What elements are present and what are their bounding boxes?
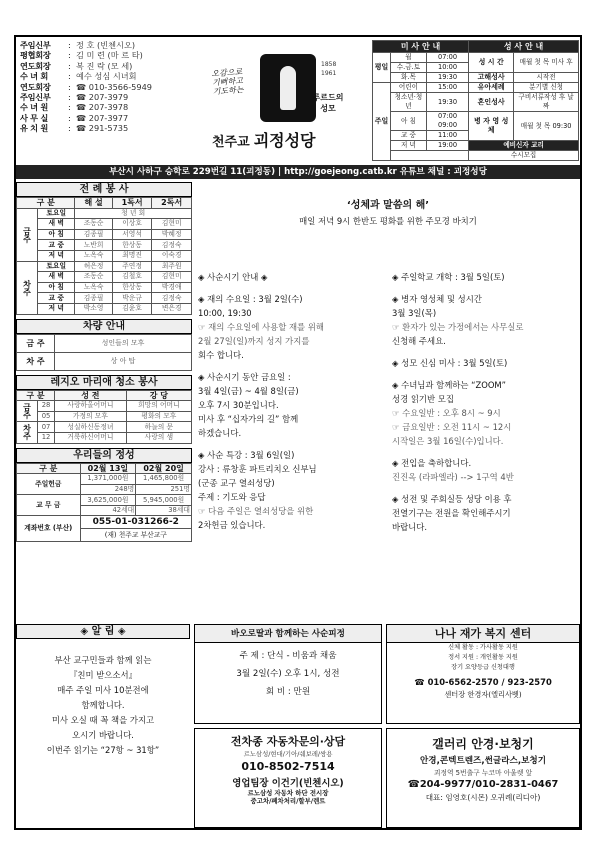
table-row: 주일헌금 1,371,000원 1,465,800원 xyxy=(17,474,192,485)
car-row: 차 주 상 아 탑 xyxy=(17,352,192,370)
headline: ‘성체과 말씀의 해’ xyxy=(346,200,430,211)
emblem-years: 1858 1961 xyxy=(321,61,337,77)
name-cell: 김종필 xyxy=(75,293,112,304)
table-header: 구 분 xyxy=(17,463,81,474)
name-cell: 노옥숙 xyxy=(75,282,112,293)
staff-label: 주임신부 xyxy=(20,92,51,103)
table-row xyxy=(17,303,192,314)
cleaning-service: 레지오 마리애 청소 봉사 구 분 성 전 강 당 금주 28 사랑하올어머니 희망의 어머니 05 가정의 모후 평화의 모후 차주 07 성실하신동정녀 하늘의 문 12 거룩하신어머니 사랑의 샘 xyxy=(16,375,192,444)
announcement-line: ☞ 수요일반 : 오후 8시 ~ 9시 xyxy=(392,408,501,418)
table-row: 12 거룩하신어머니 사랑의 샘 xyxy=(17,432,192,443)
notice-line: 오시기 바랍니다. xyxy=(72,730,134,740)
announcement-line: 2월 27일(일)까지 성지 가지를 xyxy=(198,336,310,346)
church-name: 천주교 괴정성당 xyxy=(212,131,316,150)
table-row xyxy=(17,240,192,251)
table-header: 구 분 xyxy=(17,390,55,401)
name-cell: 한상동 xyxy=(112,282,152,293)
announcement-line: 시작일은 3월 16일(수)입니다. xyxy=(392,436,504,446)
announcements-left xyxy=(198,270,324,532)
name-cell: 허은정 xyxy=(75,261,112,272)
name-cell: 노반희 xyxy=(75,240,112,251)
staff-value: ☎ 207-3979 xyxy=(76,92,129,103)
table-header: 강 당 xyxy=(126,390,191,401)
announcement-line: 3월 4일(금) ~ 4월 8일(금) xyxy=(198,386,299,396)
table-header: 2독서 xyxy=(152,198,192,209)
staff-row: 수 녀 원 : ☎ 207-3978 xyxy=(20,102,129,113)
announcements-right xyxy=(392,270,523,534)
announcement-line: ◈ 사순시기 안내 ◈ xyxy=(198,272,268,282)
staff-value: 예수 성심 시녀회 xyxy=(76,71,137,82)
slot-label: 저 녁 xyxy=(38,303,75,314)
name-cell: 김현미 xyxy=(152,219,192,230)
announcement-line: ◈ 사순시기 동안 금요일 : xyxy=(198,372,291,382)
retreat-line: 3월 2일(수) 오후 1시, 성전 xyxy=(236,669,340,679)
announcement-line xyxy=(392,370,523,378)
table-row xyxy=(17,250,192,261)
staff-value: 김 미 련 (마 르 타) xyxy=(76,50,143,61)
staff-value: 복 진 락 (모 세) xyxy=(76,60,133,71)
table-row: 42세대 38세대 xyxy=(17,505,192,516)
table-row xyxy=(17,282,192,293)
table-row xyxy=(17,229,192,240)
lourdes-label: 루르드의 성모 xyxy=(312,93,344,113)
table-row xyxy=(17,272,192,283)
announcement-line: 10:00, 19:30 xyxy=(198,308,252,318)
name-cell: 김정숙 xyxy=(152,240,192,251)
lent-retreat-box: 바오로딸과 함께하는 사순피정 주 제 : 단식 - 비움과 채움 3월 2일(수) 오후 1시, 성전 회 비 : 만원 xyxy=(194,624,382,724)
table-header: 1독서 xyxy=(112,198,152,209)
staff-value: ☎ 291-5735 xyxy=(76,123,129,134)
staff-row: 사 무 실 : ☎ 207-3977 xyxy=(20,112,129,123)
staff-label: 유 치 원 xyxy=(20,123,48,134)
table-header: 성 전 xyxy=(55,390,127,401)
table-row: 금주 28 사랑하올어머니 희망의 어머니 xyxy=(17,401,192,412)
announcement-line: 신청해 주세요. xyxy=(392,336,446,346)
announcement-line: 주제 : 기도와 응답 xyxy=(198,492,266,502)
name-cell: 김현미 xyxy=(152,272,192,283)
name-cell: 조동순 xyxy=(75,219,112,230)
car-row: 금 주 성인들의 모후 xyxy=(17,334,192,352)
car-title: 차량 안내 xyxy=(16,319,192,334)
announcement-line: ◈ 병자 영성체 및 성시간 xyxy=(392,294,482,304)
mass-schedule: 미 사 안 내 성 사 안 내 평일 월 07:00 성 시 간 매월 첫 목 미사 후 수.금.토 10:00 화.목 19:30 고해성사 시작전 주일 어린이 15:00 유아세례 분기별 신청 청소년·청년 19:30 혼인성사 구비서류작성 후 날 짜 아 침 07:00 09:00 병 자 영 성 체 매월 첫 목 09:30 교 중 11:00 저 녁 19:00 예비신자 교리 수시모집 xyxy=(372,40,579,161)
notice-line: 함께합니다. xyxy=(81,700,125,710)
staff-row: 연도회장 : 복 진 락 (모 세) xyxy=(20,60,133,71)
name-cell: 주연정 xyxy=(112,261,152,272)
staff-row: 연도회장 : ☎ 010-3566-5949 xyxy=(20,81,153,92)
announcement-line: 바랍니다. xyxy=(392,522,428,532)
slot-label: 아 침 xyxy=(38,282,75,293)
main-announcements xyxy=(196,182,580,622)
table-row: 교 무 금 3,625,000원 5,945,000원 xyxy=(17,495,192,506)
notice-line: 『친미 받으소서』 xyxy=(69,670,137,680)
retreat-line: 회 비 : 만원 xyxy=(265,687,311,697)
announcement-line: ◈ 전입을 축하합니다. xyxy=(392,458,472,468)
staff-value: 정 호 (빈첸시오) xyxy=(76,40,136,50)
announcement-line: ◈ 재의 수요일 : 3월 2일(수) xyxy=(198,294,303,304)
announcement-line: (군종 교구 열쇠성당) xyxy=(198,478,275,488)
table-row xyxy=(17,261,192,272)
table-row: 차주 07 성실하신동정녀 하늘의 문 xyxy=(17,422,192,433)
welfare-center-ad: 나나 재가 복지 센터 신체 활동 : 가사활동 지원 정서 지원 : 개인활동 지원 장기 요양등급 신청대행 ☎ 010-6562-2570 / 923-2570 센터장 한경자(엘리사벳) xyxy=(386,624,580,724)
name-cell: 최주원 xyxy=(152,261,192,272)
table-row: 248명 251명 xyxy=(17,484,192,495)
announcement-line xyxy=(392,348,523,356)
name-cell: 김윤호 xyxy=(112,303,152,314)
staff-value: ☎ 207-3977 xyxy=(76,112,129,123)
staff-label: 수 녀 회 xyxy=(20,71,48,82)
slot-label: 저 녁 xyxy=(38,250,75,261)
announcement-line: ◈ 주일학교 개학 : 3월 5일(토) xyxy=(392,272,505,282)
table-header: 구 분 xyxy=(17,198,75,209)
slogan: 오감으로 기뻐하고 기도하는 xyxy=(211,67,244,97)
staff-label: 연도회장 xyxy=(20,60,51,71)
staff-row: 평협회장 : 김 미 련 (마 르 타) xyxy=(20,50,143,61)
announcement-line xyxy=(392,448,523,456)
name-cell: 김종필 xyxy=(75,229,112,240)
retreat-line: 주 제 : 단식 - 비움과 채움 xyxy=(239,651,337,661)
announcement-line xyxy=(198,362,324,370)
week-label: 금주 xyxy=(17,208,38,261)
notice-line: 미사 오실 때 꼭 책을 가지고 xyxy=(51,715,155,725)
slot-label: 교 중 xyxy=(38,240,75,251)
announcement-line xyxy=(392,484,523,492)
staff-row: 수 녀 회 : 예수 성심 시녀회 xyxy=(20,71,137,82)
table-row: 05 가정의 모후 평화의 모후 xyxy=(17,411,192,422)
car-ad: 전차종 자동차문의·상담 르노삼성/현대/기아/쉐보레/쌍용 010-8502-7514 영업팀장 이건기(빈첸시오) 르노삼성 자동차 하단 전시장 중고차/폐차처리/할부/렌트 xyxy=(194,728,382,828)
name-cell: 박소영 xyxy=(75,303,112,314)
week-label: 차주 xyxy=(17,261,38,314)
staff-value: ☎ 010-3566-5949 xyxy=(76,81,153,92)
announcement-line: 2차헌금 있습니다. xyxy=(198,520,266,530)
table-header: 02월 20일 xyxy=(136,463,192,474)
staff-label: 수 녀 원 xyxy=(20,102,48,113)
table-row xyxy=(17,208,192,219)
staff-row: 유 치 원 : ☎ 291-5735 xyxy=(20,123,129,134)
staff-label: 주임신부 xyxy=(20,40,51,50)
name-cell: 노옥숙 xyxy=(75,250,112,261)
announcement-line: 회수 합니다. xyxy=(198,350,244,360)
slot-label: 아 침 xyxy=(38,229,75,240)
announcement-line: 미사 후 “십자가의 길” 함께 xyxy=(198,414,299,424)
name-cell: 변은경 xyxy=(152,303,192,314)
announcement-line: ☞ 재의 수요일에 사용할 재를 위해 xyxy=(198,322,324,332)
slot-label: 교 중 xyxy=(38,293,75,304)
announcement-line: 3월 3일(목) xyxy=(392,308,437,318)
name-cell: 박경애 xyxy=(152,282,192,293)
announcement-line xyxy=(198,284,324,292)
announcement-line: ◈ 성전 및 주회실등 성당 이용 후 xyxy=(392,494,512,504)
staff-list xyxy=(20,40,185,134)
announcement-line xyxy=(392,284,523,292)
announcement-line: ☞ 금요일반 : 오전 11시 ~ 12시 xyxy=(392,422,512,432)
table-header: 해 설 xyxy=(75,198,112,209)
section-title: 전 례 봉 사 xyxy=(16,182,192,197)
table-row xyxy=(17,293,192,304)
name-cell: 김정숙 xyxy=(152,293,192,304)
church-logo-area xyxy=(190,40,370,150)
left-column xyxy=(16,182,192,542)
name-cell: 박혜정 xyxy=(152,229,192,240)
name-cell: 김철호 xyxy=(112,272,152,283)
announcement-line xyxy=(198,440,324,448)
name-cell: 이숙경 xyxy=(152,250,192,261)
slot-label: 새 벽 xyxy=(38,219,75,230)
announcement-line: 하겠습니다. xyxy=(198,428,242,438)
notice-line: 매주 주일 미사 10분전에 xyxy=(57,685,149,695)
notice-box: ◈ 알 림 ◈ 부산 교구민들과 함께 읽는 『친미 받으소서』 매주 주일 미사 10분전에 함께합니다. 미사 오실 때 꼭 책을 가지고 오시기 바랍니다. 이번주 읽기는 “27항 ~ 31항” xyxy=(16,624,190,828)
announcement-line: 전열기구는 전원을 확인해주시기 xyxy=(392,508,511,518)
bottom-section xyxy=(16,624,580,828)
notice-line: 이번주 읽기는 “27항 ~ 31항” xyxy=(46,745,160,755)
table-header: 02월 13일 xyxy=(80,463,136,474)
slot-label: 토요일 xyxy=(38,261,75,272)
staff-label: 연도회장 xyxy=(20,81,51,92)
merged-cell: 청 년 회 xyxy=(75,208,192,219)
announcement-line: ◈ 사순 특강 : 3월 6일(일) xyxy=(198,450,295,460)
account-row: 계좌번호 (부산) 055-01-031266-2 xyxy=(17,516,192,529)
announcement-line: ◈ 성모 신심 미사 : 3월 5일(토) xyxy=(392,358,508,368)
announcement-line: ☞ 다음 주일은 열쇠성당을 위한 xyxy=(198,506,314,516)
announcement-line: 강사 : 류창훈 파트리치오 신부님 xyxy=(198,464,317,474)
liturgy-service xyxy=(16,182,192,315)
staff-label: 사 무 실 xyxy=(20,112,48,123)
announcement-line: 오후 7시 30분입니다. xyxy=(198,400,279,410)
optician-ad: 갤러리 안경·보청기 안경,콘텍트렌즈,썬글라스,보청기 괴정역 5번출구 누코마 아울렛 앞 ☎204-9977/010-2831-0467 대표: 임영호(시몬) 오귀례(리디아) xyxy=(386,728,580,828)
subline: 매일 저녁 9시 한반도 평화를 위한 주모경 바치기 xyxy=(299,216,477,226)
slot-label: 토요일 xyxy=(38,208,75,219)
staff-label: 평협회장 xyxy=(20,50,51,61)
staff-value: ☎ 207-3978 xyxy=(76,102,129,113)
name-cell: 한상동 xyxy=(112,240,152,251)
name-cell: 최명진 xyxy=(112,250,152,261)
staff-row: 주임신부 : 정 호 (빈첸시오) xyxy=(20,40,136,50)
offerings: 우리들의 정성 구 분 02월 13일 02월 20일 주일헌금 1,371,000원 1,465,800원 248명 251명 교 무 금 3,625,000원 5,945,000원 42세대 38세대 계좌번호 (부산) 055-01-031266-2 (재) 천주교 부산교구 xyxy=(16,448,192,543)
table-row xyxy=(17,219,192,230)
announcement-line: 성경 읽기반 모집 xyxy=(392,394,454,404)
announcement-line: ◈ 수녀님과 함께하는 “ZOOM” xyxy=(392,380,506,390)
name-cell: 서영석 xyxy=(112,229,152,240)
staff-row: 주임신부 : ☎ 207-3979 xyxy=(20,92,129,103)
announcement-line: ☞ 환자가 있는 가정에서는 사무실로 xyxy=(392,322,524,332)
notice-line: 부산 교구민들과 함께 읽는 xyxy=(54,655,152,665)
announcement-line: 진진옥 (라파엘라) --> 1구역 4반 xyxy=(392,472,514,482)
name-cell: 조동순 xyxy=(75,272,112,283)
name-cell: 이상호 xyxy=(112,219,152,230)
name-cell: 박운규 xyxy=(112,293,152,304)
address-bar: 부산시 사하구 승학로 229번길 11(괴정동) | http://goejeong.catb.kr 유튜브 채널 : 괴정성당 xyxy=(16,165,580,179)
slot-label: 새 벽 xyxy=(38,272,75,283)
